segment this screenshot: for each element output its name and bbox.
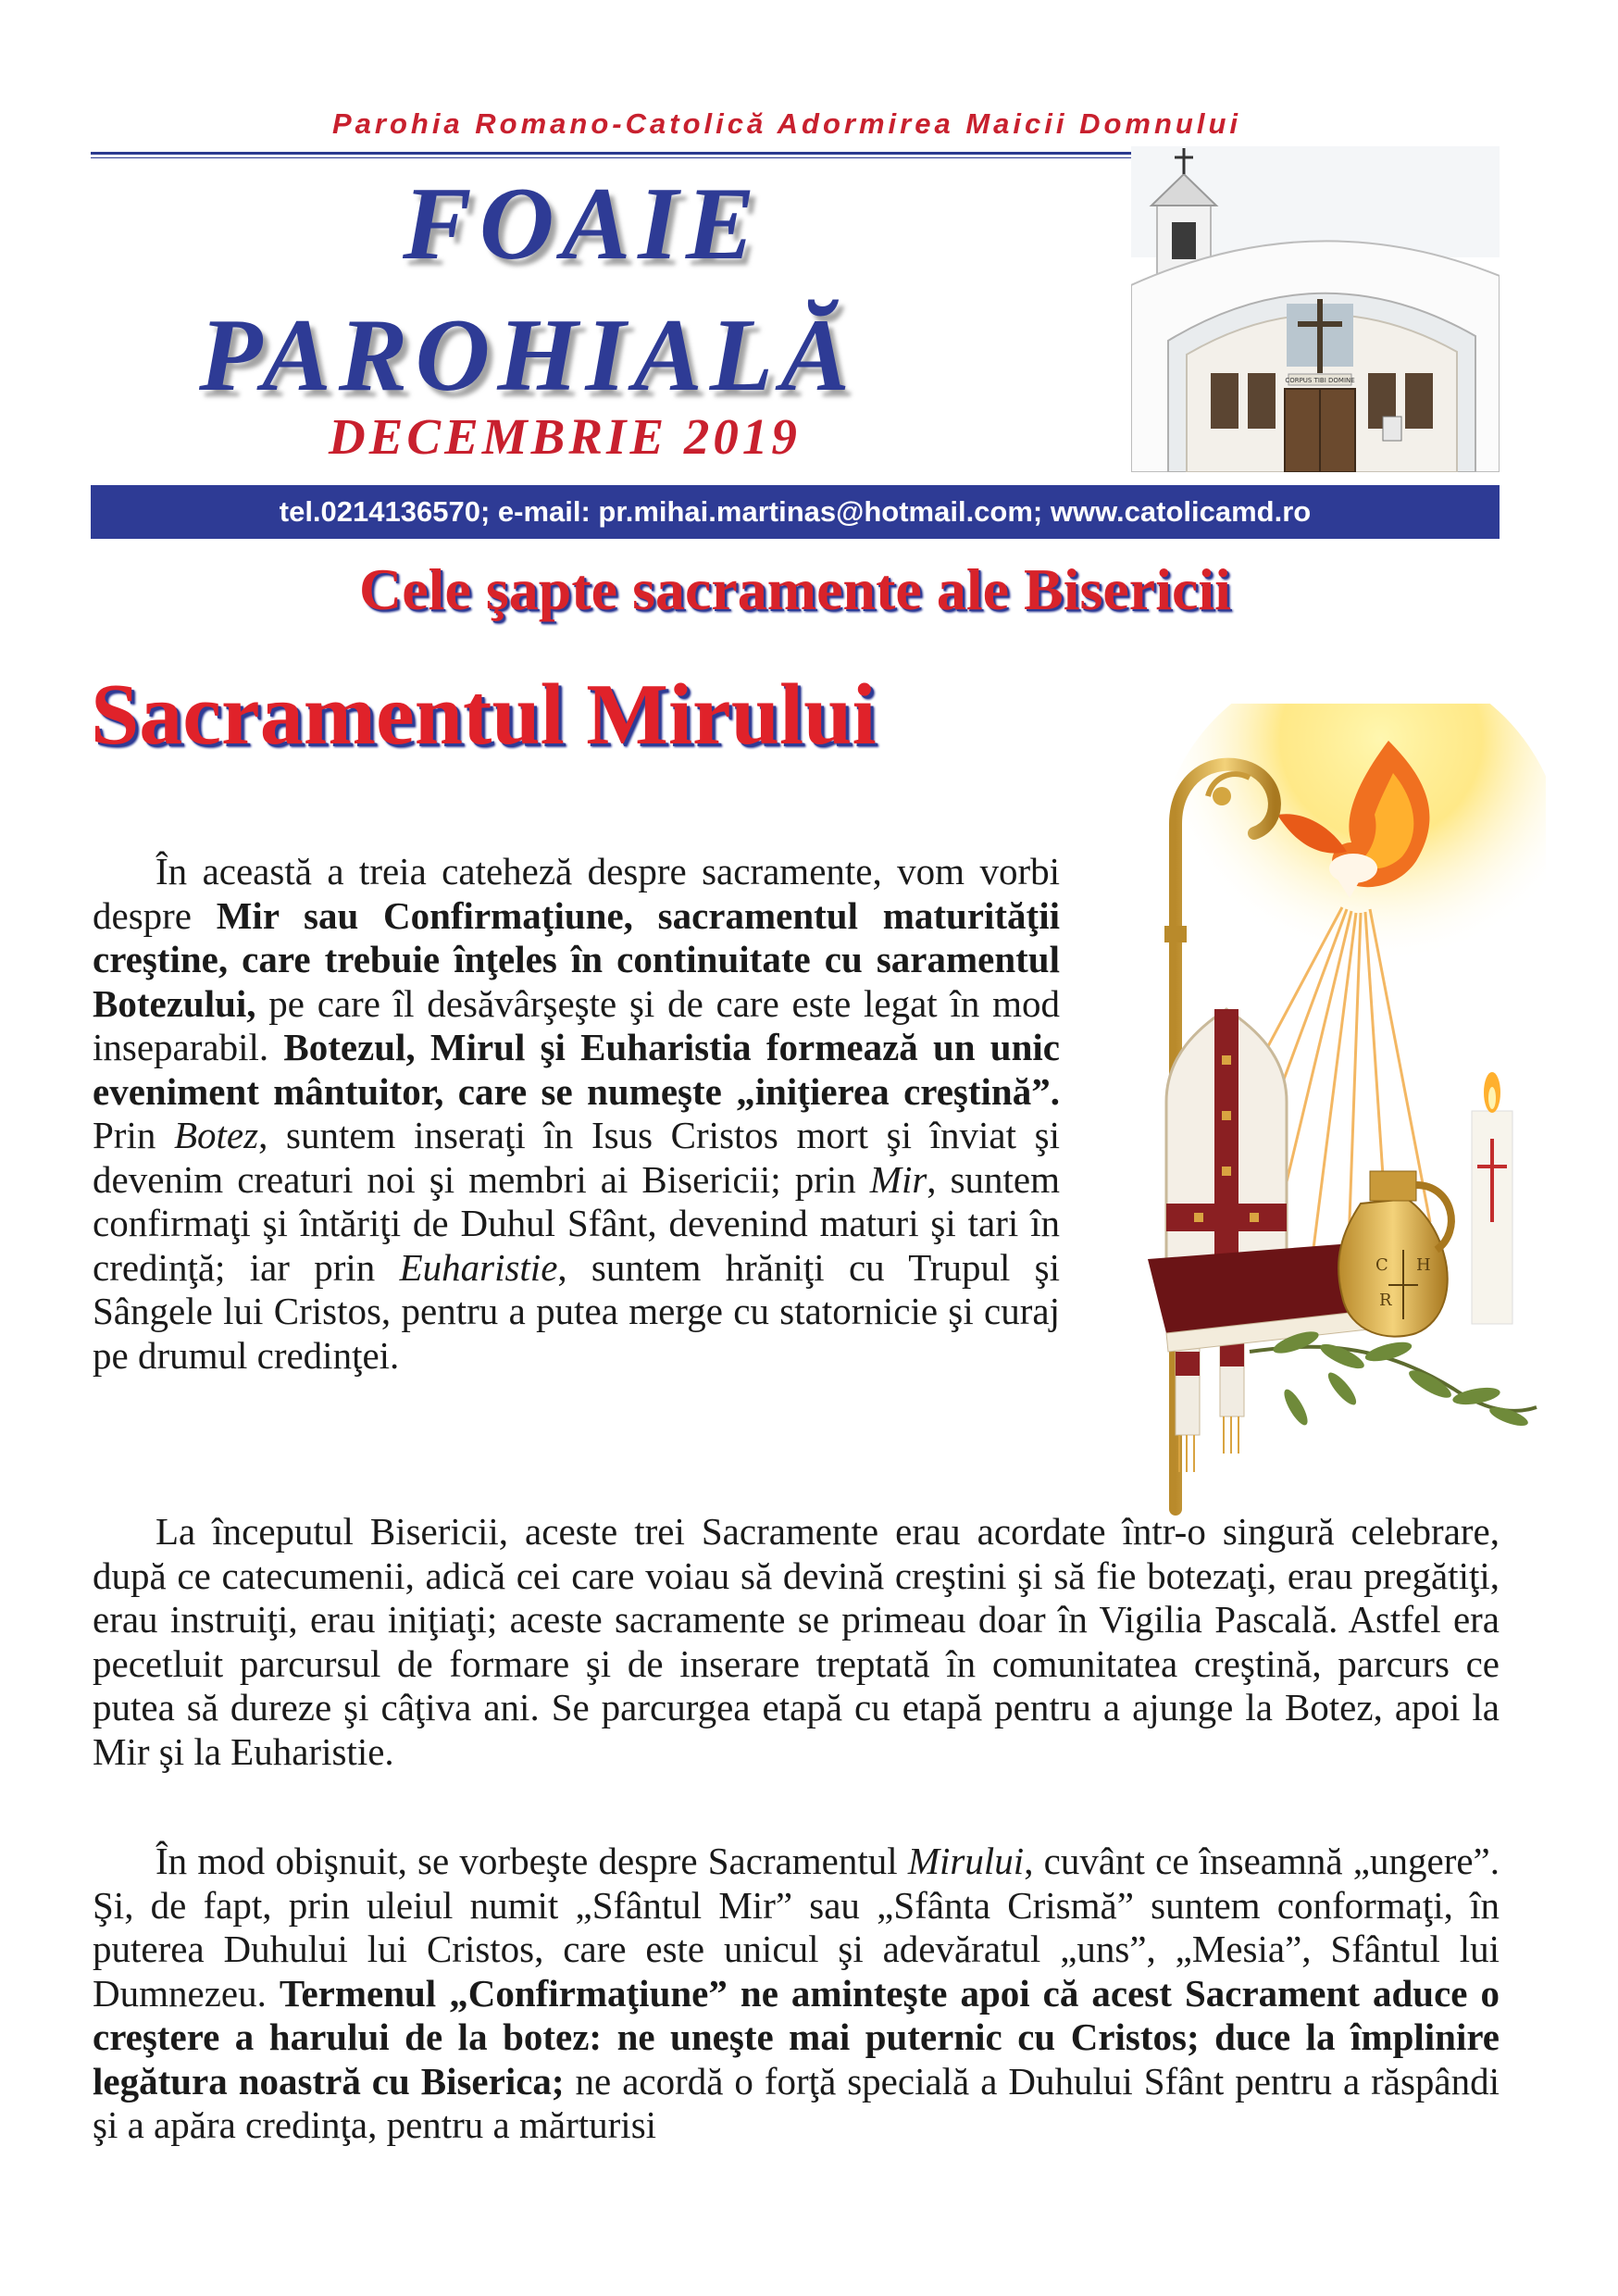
p1-text-4: , suntem inseraţi în Isus Cristos mort şi înviat şi devenim creaturi noi şi membri ai Bisericii; prin [93, 1114, 1060, 1201]
masthead-title-line2: PAROHIALĂ [199, 298, 857, 413]
olive-branch-icon [1250, 1328, 1537, 1430]
chrism-jar-icon [1338, 1171, 1451, 1337]
p1-italic-mir: Mir [869, 1157, 927, 1201]
p1-italic-euharistie: Euharistie [399, 1245, 558, 1289]
candle-icon [1472, 1072, 1512, 1324]
sacrament-illustration [1111, 704, 1546, 1518]
p1-text-2: pe care îl desăvârşeşte şi de care este legat în mod inseparabil. [93, 981, 1060, 1068]
church-photo [1131, 146, 1500, 472]
p3-text-1: În mod obişnuit, se vorbeşte despre Sacramentul [156, 1840, 908, 1882]
p1-bold-1: Mir sau Confirmaţiune, sacramentul maturităţii creştine, care trebuie înţeles în continuitate cu saramentul Botezului, [93, 893, 1060, 1025]
p3-italic-mirului: Mirului [907, 1840, 1025, 1882]
p3-text-2: , cuvânt ce înseamnă „ungere”. Şi, de fapt, prin uleiul numit „Sfântul Mir” sau „Sfânta Crismă” suntem conformaţi, în puterea Duhului lui Cristos, care este unicul şi adevăratul „uns”, „Mesia”, Sfântul lui Dumnezeu. [93, 1840, 1500, 2015]
jar-letter-r: R [1379, 1291, 1392, 1310]
issue-date: DECEMBRIE 2019 [329, 408, 801, 465]
jar-letter-h: H [1416, 1255, 1431, 1275]
p1-italic-botez: Botez [174, 1114, 259, 1156]
p2-text: La începutul Bisericii, aceste trei Sacramente erau acordate într-o singură celebrare, după ce catecumenii, adică cei care voiau să devină creştini şi să fie botezaţi, erau pregătiţi, erau instruiţi, erau iniţiaţi; aceste sacramente se primeau doar în Vigilia Pascală. Astfel era pecetluit parcursul de formare şi de inserare treptată în comunitatea creştină, parcurs ce putea să dureze şi câţiva ani. Se parcurgea etapă cu etapă pentru a ajunge la Botez, apoi la Mir şi la Euharistie. [93, 1510, 1500, 1773]
article-paragraph-3 [93, 1840, 1500, 2148]
p1-text-5: , suntem confirmaţi şi întăriţi de Duhul Sfânt, devenind maturi şi tari în credinţă; iar prin [93, 1157, 1061, 1289]
series-heading: Cele şapte sacramente ale Bisericii [359, 556, 1231, 622]
p3-bold-1: Termenul „Confirmaţiune” ne aminteşte apoi că acest Sacrament aduce o creştere a harului de la botez: ne uneşte mai puternic cu Cristos; duce la împlinire legătura noastră cu Biserica; [93, 1971, 1500, 2103]
church-sign-text: CORPUS TIBI DOMINE [1285, 377, 1355, 384]
article-title: Sacramentul Mirului [91, 667, 877, 763]
p1-text-3: Prin [93, 1114, 174, 1156]
p1-text-1: În această a treia cateheză despre sacramente, vom vorbi despre [93, 850, 1060, 937]
mitre-icon [1166, 1009, 1287, 1472]
parish-name: Parohia Romano-Catolică Adormirea Maicii Domnului [331, 107, 1242, 140]
contact-bar: tel.0214136570; e-mail: pr.mihai.martinas@hotmail.com; www.catolicamd.ro [91, 485, 1500, 539]
masthead-title-line1: FOAIE [403, 167, 763, 281]
p1-text-6: , suntem hrăniţi cu Trupul şi Sângele lui Cristos, pentru a putea merge cu statornicie şi curaj pe drumul credinţei. [93, 1245, 1060, 1377]
jar-letter-c: C [1375, 1255, 1388, 1275]
p1-bold-2: Botezul, Mirul şi Euharistia formează un unic eveniment mântuitor, care se numeşte „iniţierea creştină”. [93, 1026, 1060, 1113]
p3-text-3: ne acordă o forţă specială a Duhului Sfânt pentru a răspândi şi a apăra credinţa, pentru a mărturisi [93, 2059, 1500, 2146]
article-paragraph-2 [93, 1510, 1500, 1774]
article-paragraph-1 [93, 850, 1060, 1378]
